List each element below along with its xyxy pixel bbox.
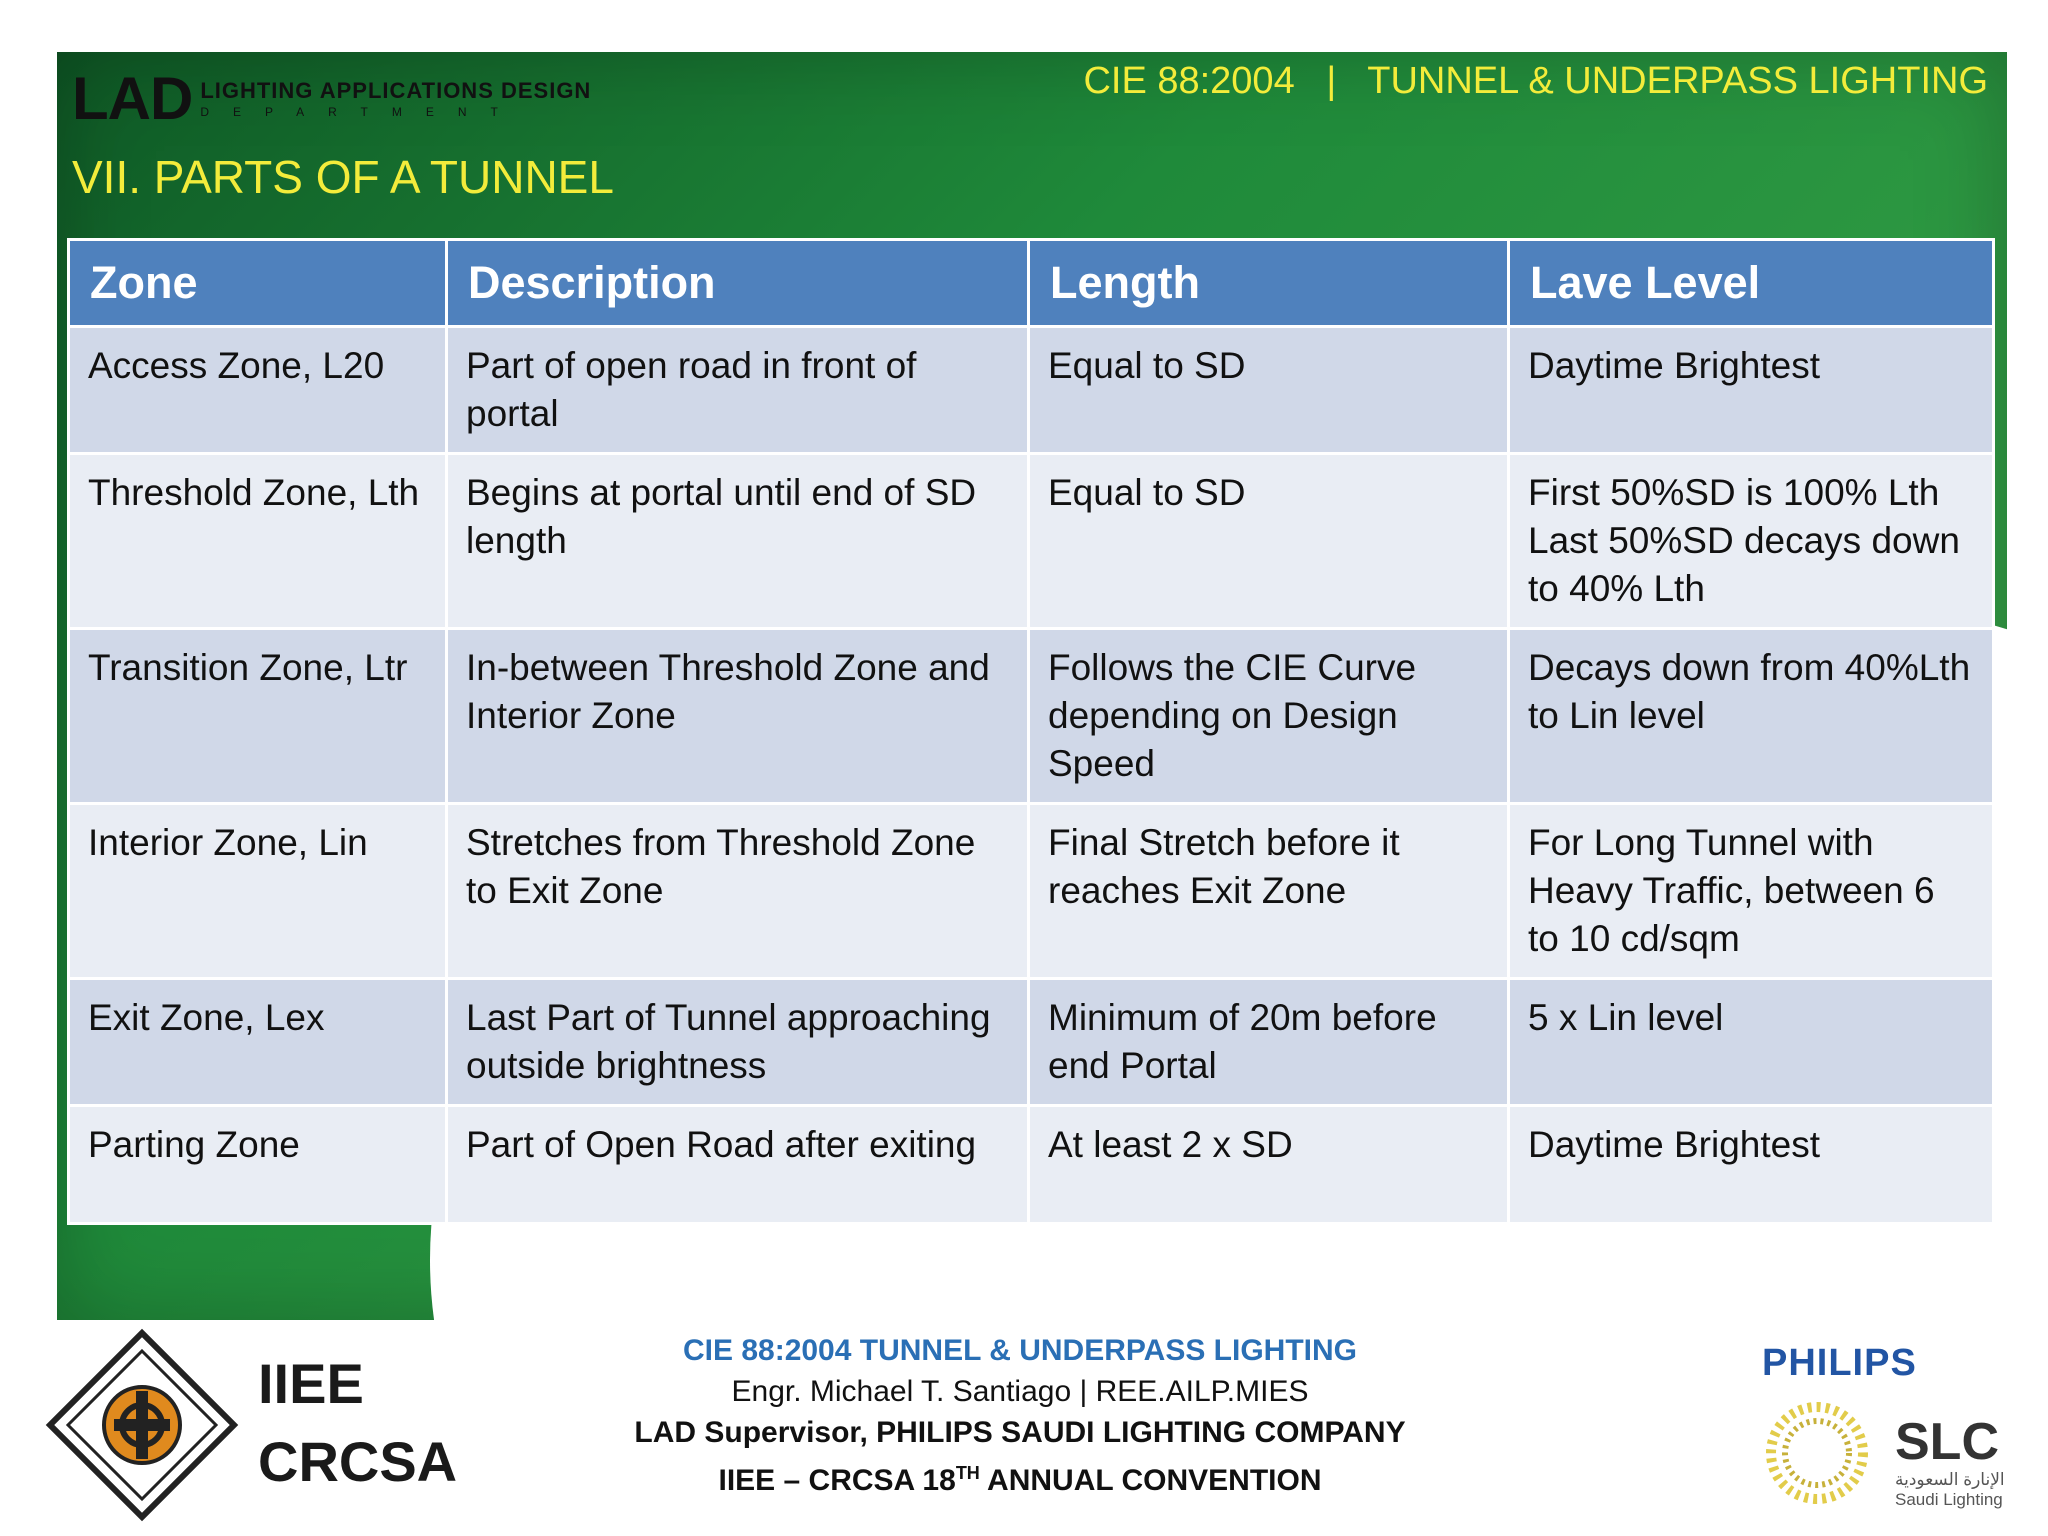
zones-table [67, 238, 1995, 1225]
lad-logo-line2: DEPARTMENT [200, 104, 522, 119]
footer-info [600, 1330, 1440, 1501]
header-zone: Zone [69, 240, 447, 327]
cell-lave-level: Decays down from 40%Lth to Lin level [1509, 629, 1994, 804]
footer-author: Engr. Michael T. Santiago | REE.AILP.MIES [731, 1375, 1309, 1408]
convention-pre: IIEE – CRCSA 18 [718, 1464, 956, 1497]
table-row [69, 327, 1994, 454]
cell-description: Begins at portal until end of SD length [447, 454, 1029, 629]
iiee-crcsa-label [258, 1345, 457, 1501]
lad-logo-line1: LIGHTING APPLICATIONS DESIGN [200, 77, 592, 103]
cell-zone: Access Zone, L20 [69, 327, 447, 454]
table-row [69, 629, 1994, 804]
cell-length: Minimum of 20m before end Portal [1029, 979, 1509, 1106]
footer-role: LAD Supervisor, PHILIPS SAUDI LIGHTING COMPANY [634, 1416, 1406, 1449]
cell-zone: Exit Zone, Lex [69, 979, 447, 1106]
cell-description: Part of open road in front of portal [447, 327, 1029, 454]
slc-arabic: الإنارة السعودية [1895, 1470, 2005, 1489]
cell-description: In-between Threshold Zone and Interior Zone [447, 629, 1029, 804]
cell-description: Last Part of Tunnel approaching outside brightness [447, 979, 1029, 1106]
slc-logo-subtext [1895, 1470, 2005, 1510]
cell-lave-level: Daytime Brightest [1509, 1106, 1994, 1224]
cell-zone: Interior Zone, Lin [69, 804, 447, 979]
cell-length: Follows the CIE Curve depending on Design Speed [1029, 629, 1509, 804]
footer-title: CIE 88:2004 TUNNEL & UNDERPASS LIGHTING [682, 1334, 1358, 1367]
slc-sunburst-icon [1762, 1398, 1872, 1508]
cell-lave-level: 5 x Lin level [1509, 979, 1994, 1106]
section-title: VII. PARTS OF A TUNNEL [72, 151, 614, 203]
cell-zone: Parting Zone [69, 1106, 447, 1224]
cell-zone: Threshold Zone, Lth [69, 454, 447, 629]
lad-logo-text [200, 77, 592, 119]
cell-description: Stretches from Threshold Zone to Exit Zone [447, 804, 1029, 979]
cell-length: Equal to SD [1029, 454, 1509, 629]
lad-logo [72, 64, 591, 133]
header-lave-level: Lave Level [1509, 240, 1994, 327]
cell-lave-level: For Long Tunnel with Heavy Traffic, between 6 to 10 cd/sqm [1509, 804, 1994, 979]
table-row [69, 979, 1994, 1106]
footer-convention [600, 1453, 1440, 1501]
iiee-seal-icon [42, 1325, 242, 1525]
convention-sup: TH [955, 1463, 980, 1483]
iiee-label: IIEE [258, 1352, 364, 1415]
cell-length: Final Stretch before it reaches Exit Zone [1029, 804, 1509, 979]
convention-post: ANNUAL CONVENTION [979, 1464, 1322, 1497]
slc-english: Saudi Lighting [1895, 1490, 2003, 1509]
slc-logo-text: SLC [1895, 1413, 1999, 1471]
table-row [69, 804, 1994, 979]
cell-lave-level: Daytime Brightest [1509, 327, 1994, 454]
cell-description: Part of Open Road after exiting [447, 1106, 1029, 1224]
header-description: Description [447, 240, 1029, 327]
cell-length: At least 2 x SD [1029, 1106, 1509, 1224]
philips-logo: PHILIPS [1762, 1342, 1917, 1384]
table-row [69, 1106, 1994, 1224]
header-title: CIE 88:2004 | TUNNEL & UNDERPASS LIGHTING [1083, 60, 1988, 102]
cell-length: Equal to SD [1029, 327, 1509, 454]
table-row [69, 454, 1994, 629]
lad-logo-mark: LAD [72, 65, 193, 132]
header-length: Length [1029, 240, 1509, 327]
table-header-row [69, 240, 1994, 327]
cell-zone: Transition Zone, Ltr [69, 629, 447, 804]
cell-lave-level: First 50%SD is 100% Lth Last 50%SD decays down to 40% Lth [1509, 454, 1994, 629]
crcsa-label: CRCSA [258, 1430, 458, 1493]
